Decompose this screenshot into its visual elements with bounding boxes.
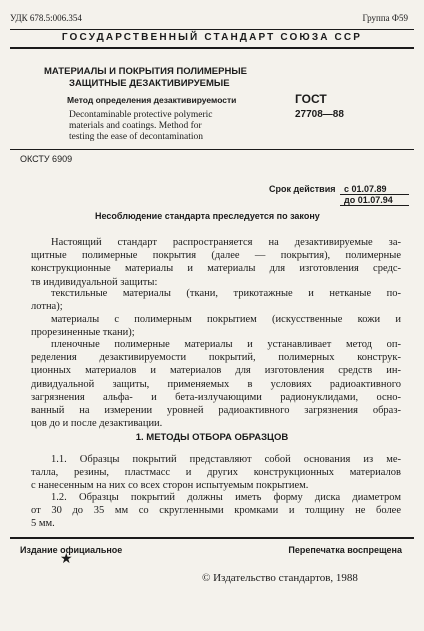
text-line: конструкционные материалы и материалы для изготовления средс- [31, 263, 401, 275]
gost-number: 27708—88 [295, 109, 344, 120]
text-line: тв индивидуальной защиты: [31, 276, 158, 288]
header-rule-top [10, 29, 414, 30]
text-line: материалы с полимерным покрытием (искусственные кожи и [51, 314, 401, 325]
validity-to: до 01.07.94 [344, 195, 393, 205]
star-icon: ★ [60, 552, 73, 567]
english-title-line: testing the ease of decontamination [69, 132, 204, 142]
validity-rule-bottom [340, 205, 409, 206]
law-notice: Несоблюдение стандарта преследуется по закону [95, 211, 320, 221]
text-line: 1.2. Образцы покрытий должны иметь форму диска диаметром [51, 492, 401, 503]
text-line: щитные полимерные покрытия (далее — покрытия), полимерные [31, 250, 401, 262]
text-line: ционных материалов и материалов для изготовления средств ин- [31, 365, 401, 377]
udc-code: УДК 678.5:006.354 [10, 13, 82, 23]
title-line-2: ЗАЩИТНЫЕ ДЕЗАКТИВИРУЕМЫЕ [69, 78, 230, 89]
title-rule [10, 149, 414, 150]
gost-label: ГОСТ [295, 92, 327, 106]
text-line: талла, резины, пластмасс и других конструкционных материалов [31, 467, 401, 479]
text-line: ределения дезактивируемости покрытий, полимерных конструк- [31, 352, 401, 364]
text-line: 1.1. Образцы покрытий представляют собой основания из ме- [51, 454, 401, 465]
title-subtitle: Метод определения дезактивируемости [67, 95, 237, 105]
validity-label: Срок действия [269, 184, 336, 194]
text-line: дивидуальной защиты, применяемых в условиях радиоактивного [31, 378, 401, 390]
list-item-films [31, 338, 401, 430]
english-title-line: Decontaminable protective polymeric [69, 110, 213, 120]
clause-1-2 [31, 491, 401, 531]
text-line: от 30 до 35 мм со скругленными кромками и толщину не более [31, 505, 401, 517]
title-line-1: МАТЕРИАЛЫ И ПОКРЫТИЯ ПОЛИМЕРНЫЕ [44, 66, 247, 77]
text-line: пленочные полимерные материалы и устанавливает метод оп- [51, 339, 401, 350]
text-line: лотна); [31, 301, 63, 313]
reprint-prohibited: Перепечатка воспрещена [288, 545, 402, 555]
text-line: ванный на измерении уровней радиоактивного загрязнения образ- [31, 405, 401, 417]
text-line: с нанесенным на них со всех сторон испытуемым покрытием. [31, 480, 309, 492]
header-rule-bottom [10, 47, 414, 49]
text-line: 5 мм. [31, 518, 55, 530]
official-edition: Издание официальное [20, 545, 123, 555]
text-line: загрязнения альфа- и бета-излучающими радионуклидами, осно- [31, 391, 401, 403]
footer-rule [10, 537, 414, 539]
text-line: прорезиненные ткани); [31, 327, 135, 339]
text-line: цов до и после дезактивации. [31, 418, 163, 430]
intro-paragraph [31, 236, 401, 289]
english-title-line: materials and coatings. Method for [69, 121, 202, 131]
section-title: 1. МЕТОДЫ ОТБОРА ОБРАЗЦОВ [135, 432, 289, 443]
okstu-code: ОКСТУ 6909 [20, 154, 73, 164]
text-line: Настоящий стандарт распространяется на дезактивируемые за- [51, 237, 401, 248]
list-item-textiles [31, 287, 401, 313]
standard-banner: ГОСУДАРСТВЕННЫЙ СТАНДАРТ СОЮЗА ССР [61, 32, 363, 43]
group-code: Группа Ф59 [362, 13, 408, 23]
english-title [69, 110, 213, 143]
publisher-copyright: © Издательство стандартов, 1988 [202, 572, 358, 584]
clause-1-1 [31, 453, 401, 493]
text-line: текстильные материалы (ткани, трикотажные и нетканые по- [51, 288, 401, 299]
list-item-coated [31, 313, 401, 339]
validity-from: с 01.07.89 [344, 184, 387, 194]
